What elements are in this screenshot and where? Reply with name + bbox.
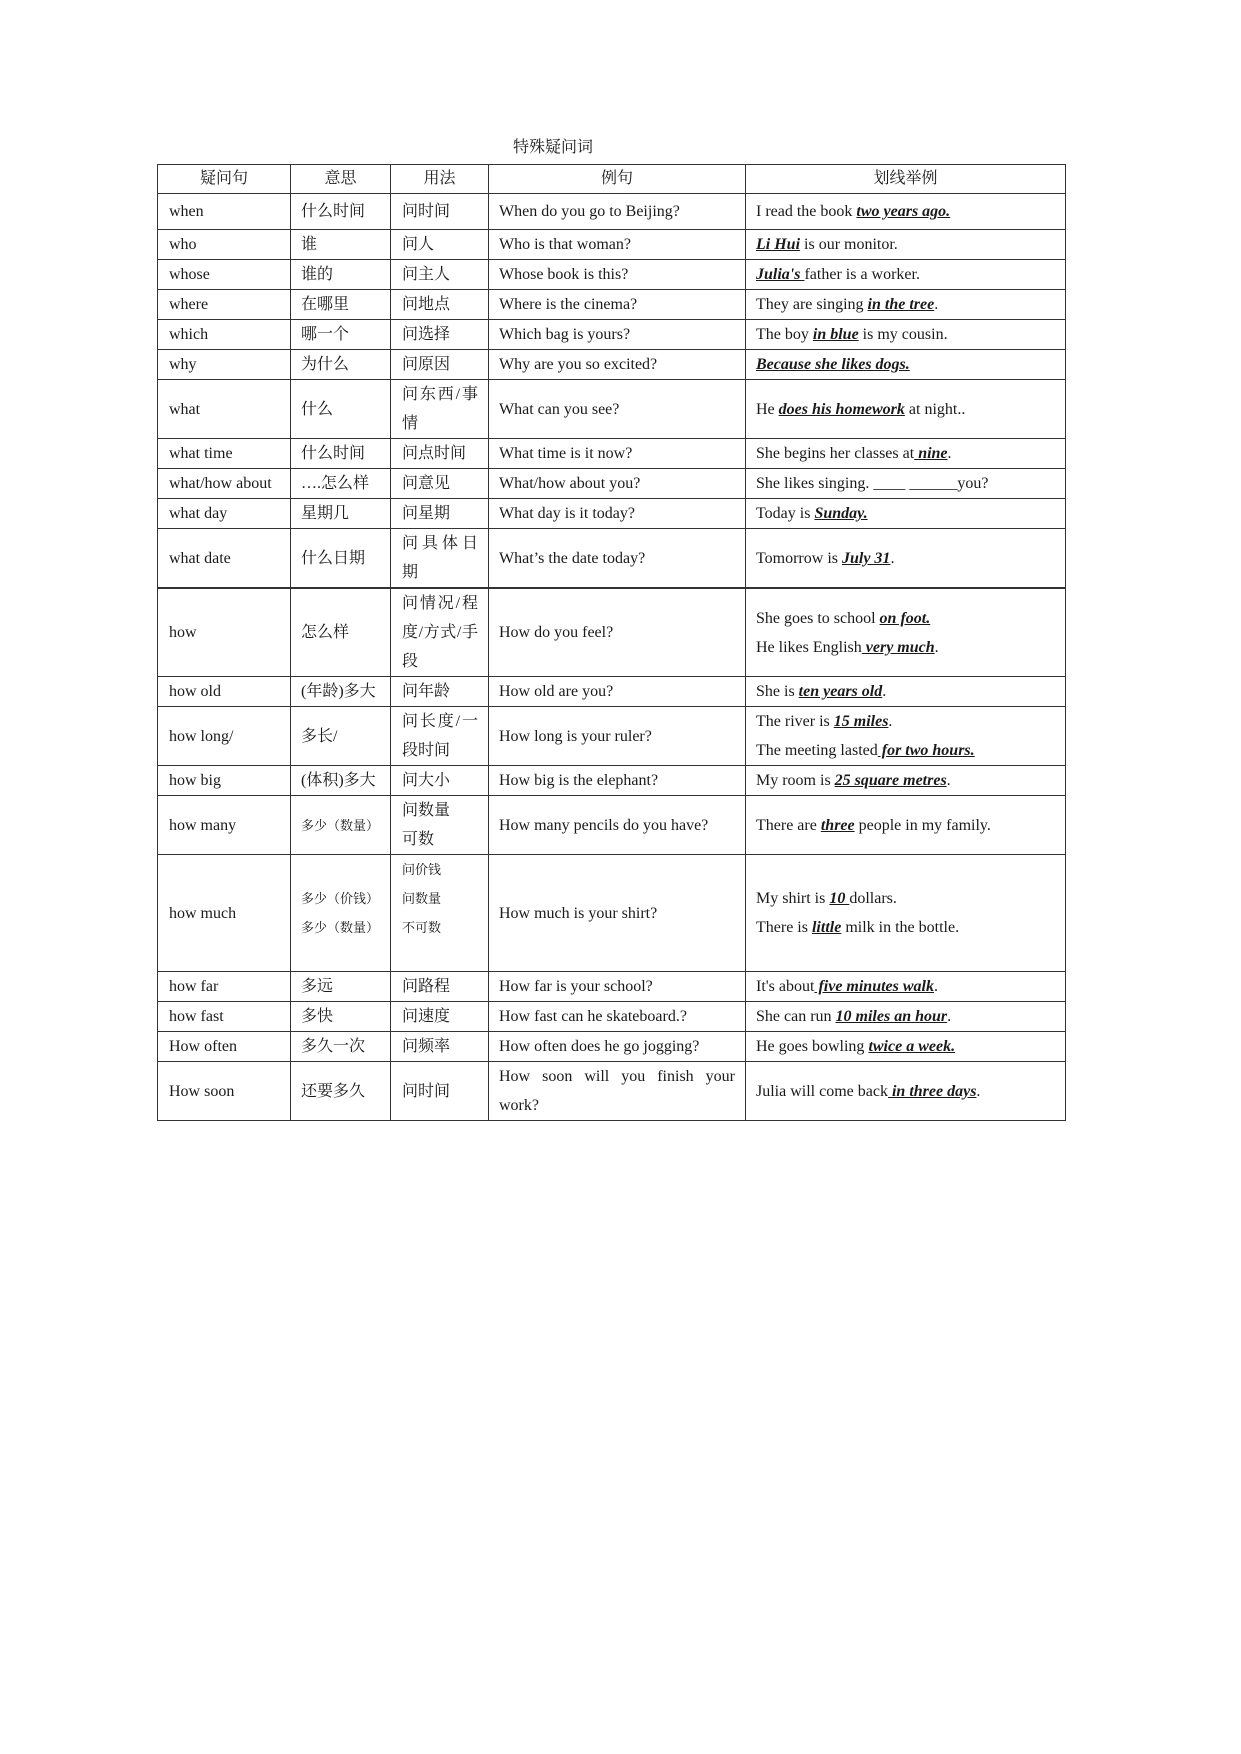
table-row	[158, 1002, 1066, 1032]
cell-question-word: how long/	[158, 707, 291, 766]
sentence-text: She is	[756, 683, 799, 700]
cell-usage	[391, 1062, 489, 1121]
cell-usage	[391, 320, 489, 350]
cell-line: 多久一次	[301, 1038, 366, 1055]
cell-underline-example	[746, 499, 1066, 529]
cell-example-sentence: How old are you?	[489, 677, 746, 707]
table-row	[158, 194, 1066, 230]
cell-usage	[391, 766, 489, 796]
cell-question-word: how much	[158, 855, 291, 972]
cell-line	[756, 884, 1055, 913]
cell-example-sentence: How far is your school?	[489, 972, 746, 1002]
cell-example-sentence: How soon will you finish your work?	[489, 1062, 746, 1121]
sentence-text: .	[882, 683, 887, 700]
table-row	[158, 796, 1066, 855]
cell-example-sentence: How much is your shirt?	[489, 855, 746, 972]
sentence-text: The meeting lasted	[756, 742, 878, 759]
question-words-table	[157, 164, 1066, 1121]
cell-line: 什么日期	[301, 549, 366, 567]
cell-line: 问地点	[402, 296, 451, 313]
cell-line: 多快	[301, 1008, 334, 1025]
cell-meaning	[291, 230, 391, 260]
cell-question-word: How often	[158, 1032, 291, 1062]
cell-meaning	[291, 439, 391, 469]
cell-line: 问东西/事情	[402, 386, 478, 432]
cell-line: 哪一个	[301, 326, 350, 343]
table-row	[158, 439, 1066, 469]
cell-line: (体积)多大	[301, 772, 376, 789]
sentence-text: There is	[756, 919, 812, 936]
cell-meaning	[291, 707, 391, 766]
cell-line: 谁	[301, 236, 318, 253]
table-row	[158, 529, 1066, 589]
sentence-text: Today is	[756, 505, 815, 522]
cell-question-word: what time	[158, 439, 291, 469]
cell-example-sentence: Which bag is yours?	[489, 320, 746, 350]
sentence-text: The boy	[756, 326, 813, 343]
cell-usage	[391, 1032, 489, 1062]
cell-meaning	[291, 499, 391, 529]
underlined-answer: 15 miles	[833, 713, 889, 730]
cell-meaning	[291, 529, 391, 589]
cell-underline-example	[746, 1032, 1066, 1062]
cell-underline-example	[746, 855, 1066, 972]
cell-line: 不可数	[402, 920, 442, 935]
cell-example-sentence: Where is the cinema?	[489, 290, 746, 320]
cell-line: 问意见	[402, 475, 451, 492]
cell-meaning	[291, 1002, 391, 1032]
cell-usage	[391, 260, 489, 290]
cell-question-word: when	[158, 194, 291, 230]
underlined-answer: Sunday.	[814, 505, 868, 522]
sentence-text: She begins her classes at	[756, 445, 915, 462]
table-row	[158, 588, 1066, 677]
table-row	[158, 230, 1066, 260]
cell-line: 问具体日期	[402, 535, 478, 581]
header-usage: 用法	[391, 165, 489, 194]
cell-line: 怎么样	[301, 624, 350, 641]
cell-line: 为什么	[301, 356, 350, 373]
underlined-answer: 10 miles an hour	[835, 1008, 948, 1025]
cell-example-sentence: What time is it now?	[489, 439, 746, 469]
cell-question-word: where	[158, 290, 291, 320]
underlined-answer: twice a week.	[868, 1038, 956, 1055]
sentence-text: The river is	[756, 713, 834, 730]
cell-usage	[391, 529, 489, 589]
table-row	[158, 972, 1066, 1002]
cell-question-word: who	[158, 230, 291, 260]
cell-underline-example	[746, 1062, 1066, 1121]
cell-question-word: what day	[158, 499, 291, 529]
underlined-answer: in three days	[887, 1082, 977, 1100]
cell-usage	[391, 972, 489, 1002]
table-body	[158, 194, 1066, 1121]
cell-line: 什么	[301, 400, 334, 418]
sentence-text: He	[756, 400, 779, 418]
cell-meaning	[291, 766, 391, 796]
cell-question-word: whose	[158, 260, 291, 290]
table-row	[158, 260, 1066, 290]
cell-question-word: how old	[158, 677, 291, 707]
cell-underline-example	[746, 766, 1066, 796]
cell-line: 问星期	[402, 505, 451, 522]
sentence-text: My shirt is	[756, 890, 830, 907]
cell-line: 还要多久	[301, 1082, 366, 1100]
cell-usage	[391, 439, 489, 469]
cell-line	[756, 469, 1055, 498]
sentence-text: people in my family.	[854, 816, 991, 834]
sentence-text: She can run	[756, 1008, 836, 1025]
cell-line: 什么时间	[301, 203, 366, 220]
cell-line	[756, 811, 1055, 840]
cell-meaning	[291, 677, 391, 707]
cell-underline-example	[746, 380, 1066, 439]
table-row	[158, 350, 1066, 380]
underlined-answer: ten years old	[798, 683, 883, 700]
cell-example-sentence: What day is it today?	[489, 499, 746, 529]
cell-meaning	[291, 1062, 391, 1121]
cell-question-word: How soon	[158, 1062, 291, 1121]
cell-line: 问时间	[402, 1082, 451, 1100]
cell-line: 问数量	[402, 891, 442, 906]
sentence-text: Tomorrow is	[756, 549, 842, 567]
underlined-answer: for two hours.	[877, 742, 975, 759]
cell-line: 问价钱	[402, 862, 442, 877]
underlined-answer: two years ago.	[856, 203, 951, 220]
sentence-text: My room is	[756, 772, 835, 789]
header-underline-example: 划线举例	[746, 165, 1066, 194]
cell-line	[756, 1002, 1055, 1031]
cell-line: 什么时间	[301, 445, 366, 462]
cell-line: ….怎么样	[301, 475, 370, 492]
sentence-text: It's about	[756, 978, 815, 995]
cell-example-sentence: How fast can he skateboard.?	[489, 1002, 746, 1032]
cell-usage	[391, 855, 489, 972]
sentence-text: .	[947, 1008, 952, 1025]
cell-example-sentence: How many pencils do you have?	[489, 796, 746, 855]
underlined-answer: 25 square metres	[834, 772, 947, 789]
underlined-answer: July 31	[841, 549, 891, 567]
header-example-sentence: 例句	[489, 165, 746, 194]
cell-line: 可数	[402, 831, 435, 848]
cell-line	[756, 197, 1055, 226]
cell-example-sentence: Whose book is this?	[489, 260, 746, 290]
cell-underline-example	[746, 350, 1066, 380]
cell-line: 多远	[301, 978, 334, 995]
cell-usage	[391, 230, 489, 260]
cell-example-sentence: How long is your ruler?	[489, 707, 746, 766]
cell-underline-example	[746, 529, 1066, 589]
cell-example-sentence: Why are you so excited?	[489, 350, 746, 380]
cell-meaning	[291, 469, 391, 499]
cell-meaning	[291, 796, 391, 855]
underlined-answer: in blue	[812, 326, 859, 343]
cell-line	[756, 1077, 1055, 1106]
table-row	[158, 1032, 1066, 1062]
sentence-text: is my cousin.	[858, 326, 948, 343]
cell-line: 问年龄	[402, 683, 451, 700]
cell-example-sentence: What/how about you?	[489, 469, 746, 499]
cell-usage	[391, 796, 489, 855]
sentence-text: I read the book	[756, 203, 857, 220]
cell-line: 多少（价钱）	[301, 891, 380, 906]
table-row	[158, 380, 1066, 439]
cell-line	[756, 544, 1055, 573]
cell-line: 问情况/程度/方式/手段	[402, 595, 478, 670]
underlined-answer: in the tree	[867, 296, 935, 313]
sentence-text: Julia will come back	[756, 1082, 888, 1100]
cell-example-sentence: When do you go to Beijing?	[489, 194, 746, 230]
cell-line: 问大小	[402, 772, 451, 789]
sentence-text: .	[890, 549, 895, 567]
sentence-text: .	[888, 713, 893, 730]
cell-question-word: how many	[158, 796, 291, 855]
sentence-text: She goes to school	[756, 609, 880, 627]
cell-line	[756, 230, 1055, 259]
cell-line	[756, 677, 1055, 706]
table-row	[158, 677, 1066, 707]
cell-underline-example	[746, 1002, 1066, 1032]
cell-underline-example	[746, 260, 1066, 290]
sentence-text: .	[934, 296, 939, 313]
cell-line	[756, 633, 1055, 662]
cell-usage	[391, 707, 489, 766]
sentence-text: They are singing	[756, 296, 868, 313]
table-row	[158, 290, 1066, 320]
table-row	[158, 1062, 1066, 1121]
underlined-answer: five minutes walk	[814, 978, 934, 995]
underlined-answer: does his homework	[778, 400, 905, 418]
cell-line	[756, 707, 1055, 736]
header-row	[158, 165, 1066, 194]
cell-underline-example	[746, 796, 1066, 855]
cell-line: 问人	[402, 236, 435, 253]
cell-question-word: what/how about	[158, 469, 291, 499]
header-question-word: 疑问句	[158, 165, 291, 194]
cell-example-sentence: What’s the date today?	[489, 529, 746, 589]
underlined-answer: Because she likes dogs.	[756, 356, 910, 373]
cell-line: 问路程	[402, 978, 451, 995]
cell-line: 在哪里	[301, 296, 350, 313]
cell-usage	[391, 290, 489, 320]
cell-question-word: what date	[158, 529, 291, 589]
sentence-text: .	[946, 772, 951, 789]
cell-line	[756, 260, 1055, 289]
underlined-answer: Julia's	[756, 266, 805, 283]
cell-question-word: why	[158, 350, 291, 380]
cell-line: 问选择	[402, 326, 451, 343]
cell-line: 问点时间	[402, 445, 467, 462]
cell-meaning	[291, 260, 391, 290]
cell-question-word: what	[158, 380, 291, 439]
table-row	[158, 707, 1066, 766]
cell-line: 谁的	[301, 266, 334, 283]
cell-example-sentence: What can you see?	[489, 380, 746, 439]
cell-line	[756, 499, 1055, 528]
cell-line	[756, 350, 1055, 379]
underlined-answer: nine	[914, 445, 948, 462]
cell-line: 多少（数量）	[301, 817, 380, 833]
sentence-text: .	[947, 445, 952, 462]
cell-question-word: how	[158, 588, 291, 677]
cell-example-sentence: How often does he go jogging?	[489, 1032, 746, 1062]
table-row	[158, 766, 1066, 796]
cell-underline-example	[746, 707, 1066, 766]
cell-line: 问数量	[402, 802, 451, 819]
cell-underline-example	[746, 972, 1066, 1002]
sentence-text: at night..	[904, 400, 966, 418]
underlined-answer: very much	[861, 638, 935, 656]
cell-line	[756, 439, 1055, 468]
sentence-text: is our monitor.	[800, 236, 898, 253]
cell-example-sentence: How big is the elephant?	[489, 766, 746, 796]
cell-question-word: how fast	[158, 1002, 291, 1032]
cell-line: (年龄)多大	[301, 683, 376, 700]
header-meaning: 意思	[291, 165, 391, 194]
cell-question-word: how far	[158, 972, 291, 1002]
sentence-text: dollars.	[849, 890, 897, 907]
cell-line: 问速度	[402, 1008, 451, 1025]
cell-meaning	[291, 380, 391, 439]
sentence-text: She likes singing. ____ ______you?	[756, 475, 989, 492]
cell-underline-example	[746, 320, 1066, 350]
table-row	[158, 320, 1066, 350]
underlined-answer: on foot.	[879, 609, 931, 627]
cell-usage	[391, 499, 489, 529]
cell-line: 问频率	[402, 1038, 451, 1055]
cell-meaning	[291, 1032, 391, 1062]
sentence-text: He likes English	[756, 638, 862, 656]
cell-question-word: which	[158, 320, 291, 350]
cell-meaning	[291, 350, 391, 380]
sentence-text: There are	[756, 816, 821, 834]
cell-underline-example	[746, 194, 1066, 230]
cell-usage	[391, 1002, 489, 1032]
cell-line	[756, 290, 1055, 319]
cell-meaning	[291, 588, 391, 677]
cell-line: 问长度/一段时间	[402, 713, 478, 759]
cell-example-sentence: Who is that woman?	[489, 230, 746, 260]
cell-underline-example	[746, 588, 1066, 677]
table-row	[158, 499, 1066, 529]
cell-line: 问主人	[402, 266, 451, 283]
cell-meaning	[291, 972, 391, 1002]
cell-underline-example	[746, 439, 1066, 469]
cell-line: 多少（数量）	[301, 920, 380, 935]
cell-line	[756, 320, 1055, 349]
cell-usage	[391, 380, 489, 439]
sentence-text: .	[934, 978, 938, 995]
cell-line	[756, 766, 1055, 795]
underlined-answer: little	[811, 919, 842, 936]
cell-line	[756, 913, 1055, 942]
cell-usage	[391, 588, 489, 677]
cell-usage	[391, 194, 489, 230]
cell-usage	[391, 677, 489, 707]
sentence-text: father is a worker.	[804, 266, 920, 283]
cell-underline-example	[746, 677, 1066, 707]
cell-line: 问原因	[402, 356, 451, 373]
cell-meaning	[291, 194, 391, 230]
underlined-answer: 10	[829, 890, 850, 907]
cell-underline-example	[746, 290, 1066, 320]
cell-line	[756, 604, 1055, 633]
cell-line	[756, 395, 1055, 424]
sentence-text: He goes bowling	[756, 1038, 869, 1055]
sentence-text: .	[934, 638, 939, 656]
cell-line: 问时间	[402, 203, 451, 220]
underlined-answer: three	[820, 816, 855, 834]
cell-question-word: how big	[158, 766, 291, 796]
cell-usage	[391, 350, 489, 380]
table-row	[158, 469, 1066, 499]
table-header	[158, 165, 1066, 194]
cell-underline-example	[746, 469, 1066, 499]
cell-meaning	[291, 290, 391, 320]
cell-line	[756, 972, 1055, 1001]
underlined-answer: Li Hui	[756, 236, 801, 253]
cell-underline-example	[746, 230, 1066, 260]
cell-line	[756, 736, 1055, 765]
sentence-text: .	[976, 1082, 981, 1100]
cell-usage	[391, 469, 489, 499]
cell-meaning	[291, 320, 391, 350]
cell-meaning	[291, 855, 391, 972]
table-row	[158, 855, 1066, 972]
cell-example-sentence: How do you feel?	[489, 588, 746, 677]
document-title: 特殊疑问词	[513, 139, 594, 156]
sentence-text: milk in the bottle.	[841, 919, 960, 936]
cell-line: 星期几	[301, 505, 350, 522]
cell-line	[756, 1032, 1055, 1061]
cell-line: 多长/	[301, 727, 338, 745]
